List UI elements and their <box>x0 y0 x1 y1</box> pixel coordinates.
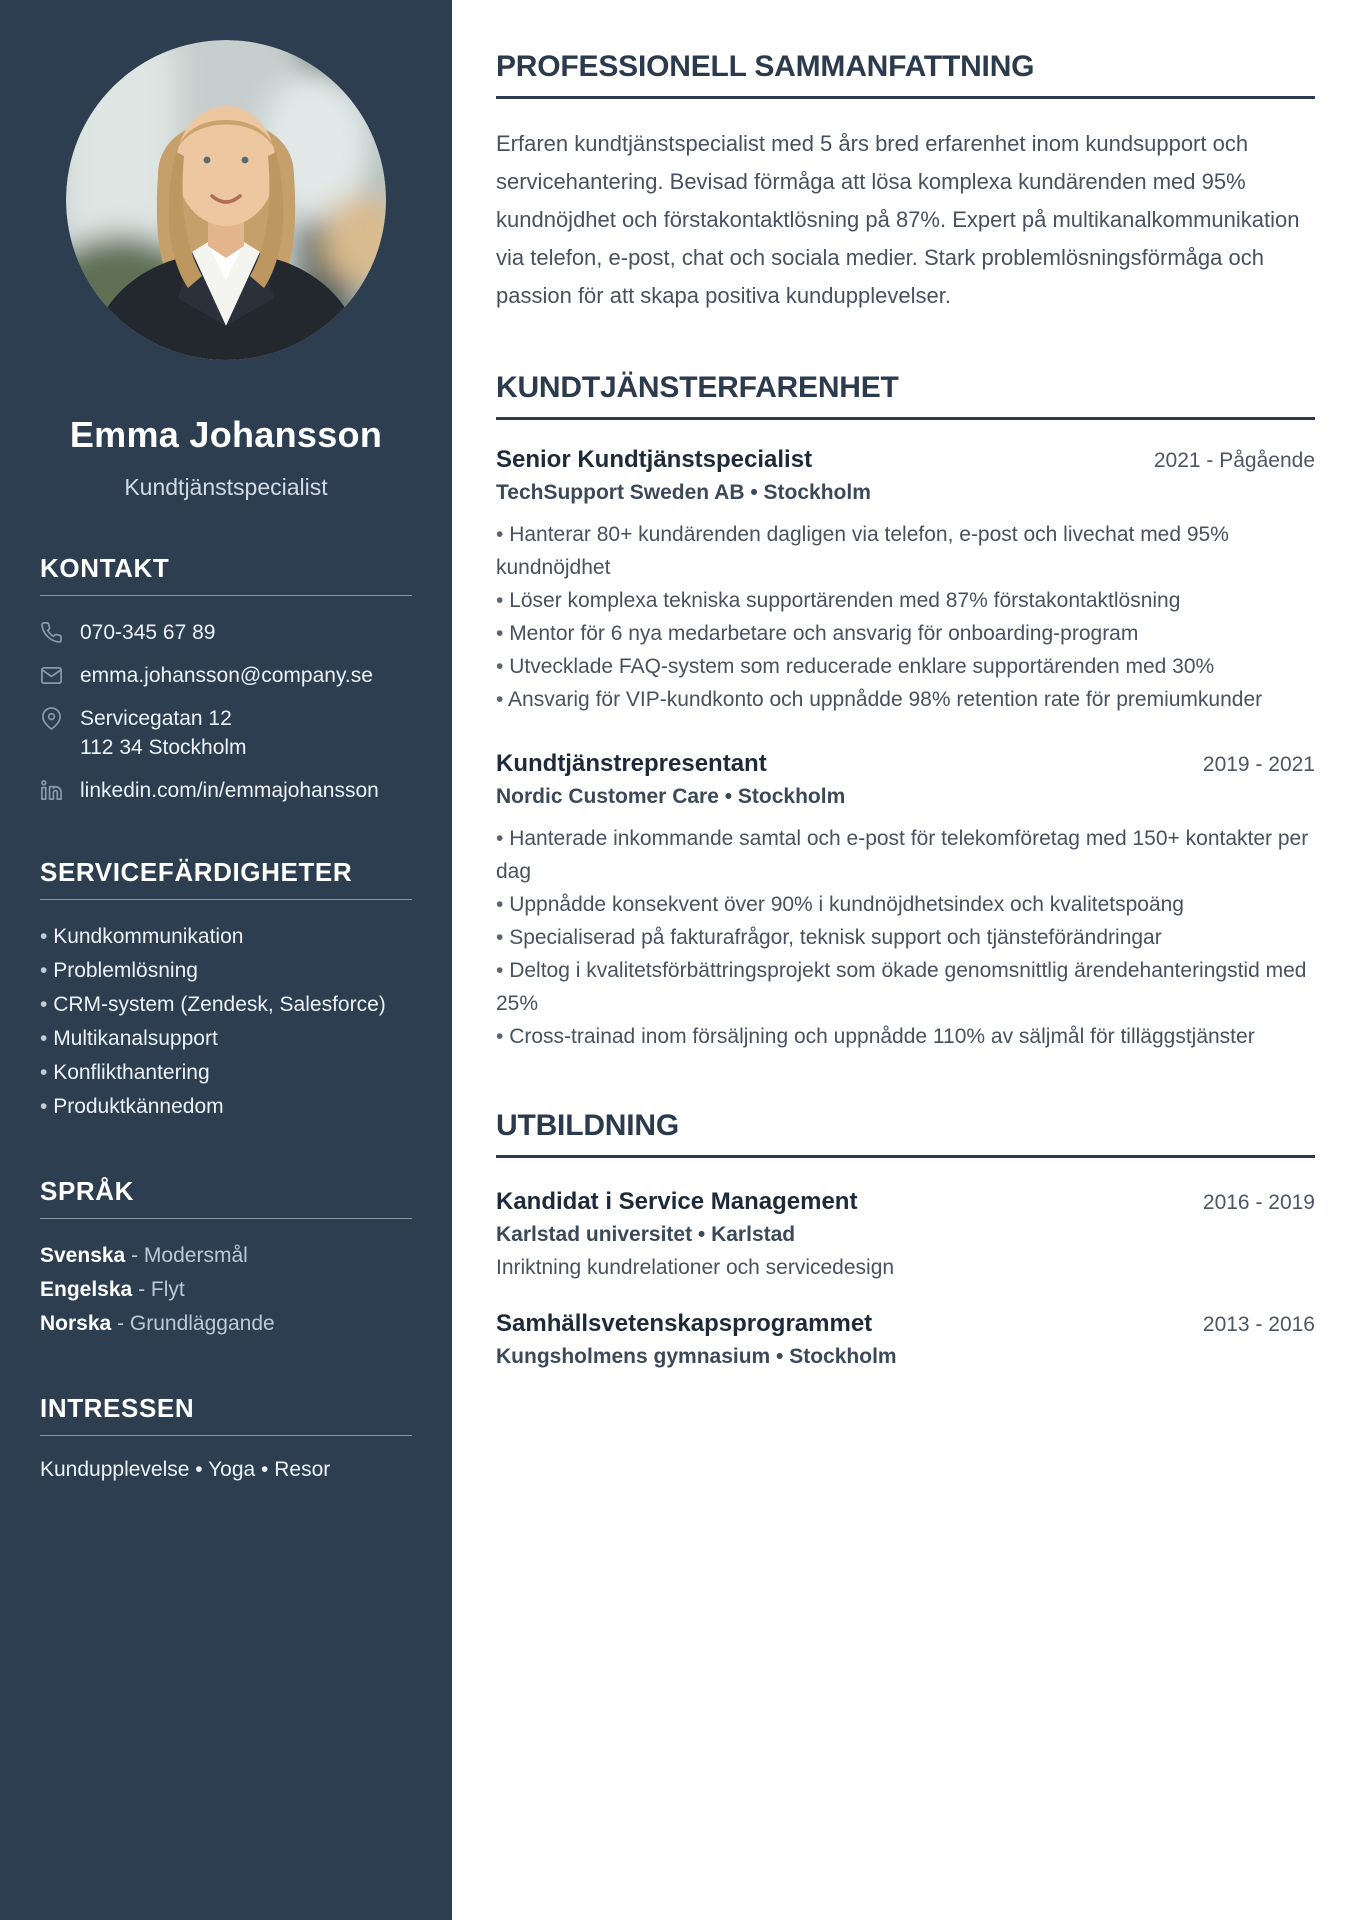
location-pin-icon <box>40 707 63 730</box>
skills-list <box>40 920 412 1124</box>
language-row <box>40 1239 412 1273</box>
education-entry <box>496 1310 1315 1369</box>
languages-section <box>40 1176 412 1341</box>
contact-address <box>40 704 412 762</box>
job-bullet: • Specialiserad på fakturafrågor, teknisk support och tjänsteförändringar <box>496 921 1315 954</box>
main-content <box>452 0 1357 1409</box>
address-line1: Servicegatan 12 <box>80 707 232 730</box>
candidate-title: Kundtjänstspecialist <box>124 474 328 500</box>
interests-text: Kundupplevelse • Yoga • Resor <box>40 1458 331 1481</box>
job-bullet: • Ansvarig för VIP-kundkonto och uppnådde 98% retention rate för premiumkunder <box>496 683 1315 716</box>
language-separator: - <box>117 1312 125 1335</box>
interests-section <box>40 1393 412 1482</box>
education-section <box>496 1109 1315 1369</box>
education-note: Inriktning kundrelationer och servicedesign <box>496 1256 895 1279</box>
summary-heading: PROFESSIONELL SAMMANFATTNING <box>496 50 1315 99</box>
language-level: Modersmål <box>143 1244 248 1267</box>
skill-item: • Konflikthantering <box>40 1056 412 1090</box>
language-level: Flyt <box>150 1278 185 1301</box>
sidebar <box>0 0 452 1920</box>
experience-section <box>496 371 1315 1053</box>
language-row <box>40 1307 412 1341</box>
education-entry <box>496 1188 1315 1280</box>
education-title: Samhällsvetenskapsprogrammet <box>496 1310 873 1337</box>
job-bullet: • Hanterar 80+ kundärenden dagligen via telefon, e-post och livechat med 95% kundnöjdhet <box>496 518 1315 584</box>
skills-heading: SERVICEFÄRDIGHETER <box>40 857 412 900</box>
email-icon <box>40 664 63 687</box>
education-dates: 2013 - 2016 <box>1202 1313 1315 1336</box>
language-name: Engelska <box>40 1278 133 1301</box>
education-title: Kandidat i Service Management <box>496 1188 858 1215</box>
contact-heading: KONTAKT <box>40 553 412 596</box>
language-separator: - <box>131 1244 139 1267</box>
phone-icon <box>40 621 63 644</box>
job-entry <box>496 446 1315 716</box>
job-dates: 2021 - Pågående <box>1153 449 1315 472</box>
contact-phone <box>40 618 412 647</box>
interests-heading: INTRESSEN <box>40 1393 412 1436</box>
job-bullet: • Utvecklade FAQ-system som reducerade enklare supportärenden med 30% <box>496 650 1315 683</box>
experience-heading: KUNDTJÄNSTERFARENHET <box>496 371 1315 420</box>
education-dates: 2016 - 2019 <box>1202 1191 1315 1214</box>
skill-item: • Produktkännedom <box>40 1090 412 1124</box>
job-bullet: • Deltog i kvalitetsförbättringsprojekt som ökade genomsnittlig ärendehanteringstid med 25% <box>496 954 1315 1020</box>
summary-section <box>496 50 1315 315</box>
skill-item: • Multikanalsupport <box>40 1022 412 1056</box>
language-level: Grundläggande <box>129 1312 275 1335</box>
job-bullet: • Hanterade inkommande samtal och e-post för telekomföretag med 150+ kontakter per dag <box>496 822 1315 888</box>
education-heading: UTBILDNING <box>496 1109 1315 1158</box>
linkedin-value: linkedin.com/in/emmajohansson <box>80 779 379 802</box>
languages-heading: SPRÅK <box>40 1176 412 1219</box>
candidate-name: Emma Johansson <box>69 414 383 455</box>
education-school: Kungsholmens gymnasium • Stockholm <box>496 1345 897 1368</box>
education-school: Karlstad universitet • Karlstad <box>496 1223 796 1246</box>
skill-item: • Kundkommunikation <box>40 920 412 954</box>
language-separator: - <box>138 1278 146 1301</box>
summary-text: Erfaren kundtjänstspecialist med 5 års bred erfarenhet inom kundsupport och servicehantering. Bevisad förmåga att lösa komplexa kundärenden med 95% kundnöjdhet och förstakontaktlösning på 87%. Expert på multikanalkommunikation via telefon, e-post, chat och sociala medier. Stark problemlösningsförmåga och passion för att skapa positiva kundupplevelser. <box>496 131 1300 308</box>
skill-item: • CRM-system (Zendesk, Salesforce) <box>40 988 412 1022</box>
job-bullet: • Löser komplexa tekniska supportärenden med 87% förstakontaktlösning <box>496 584 1315 617</box>
job-dates: 2019 - 2021 <box>1202 753 1315 776</box>
job-company: Nordic Customer Care • Stockholm <box>496 785 846 808</box>
profile-photo <box>66 40 386 360</box>
skills-section <box>40 857 412 1124</box>
language-name: Svenska <box>40 1244 126 1267</box>
linkedin-icon <box>40 779 63 802</box>
email-value: emma.johansson@company.se <box>80 664 373 687</box>
job-entry <box>496 750 1315 1053</box>
language-name: Norska <box>40 1312 112 1335</box>
job-bullets <box>496 518 1315 716</box>
job-company: TechSupport Sweden AB • Stockholm <box>496 481 871 504</box>
address-value <box>80 704 247 762</box>
address-line2: 112 34 Stockholm <box>80 736 247 759</box>
job-title: Senior Kundtjänstspecialist <box>496 446 813 473</box>
contact-linkedin <box>40 776 412 805</box>
contact-email <box>40 661 412 690</box>
job-bullet: • Mentor för 6 nya medarbetare och ansvarig för onboarding-program <box>496 617 1315 650</box>
languages-list <box>40 1239 412 1341</box>
job-bullet: • Uppnådde konsekvent över 90% i kundnöjdhetsindex och kvalitetspoäng <box>496 888 1315 921</box>
job-bullet: • Cross-trainad inom försäljning och uppnådde 110% av säljmål för tilläggstjänster <box>496 1020 1315 1053</box>
skill-item: • Problemlösning <box>40 954 412 988</box>
job-bullets <box>496 822 1315 1053</box>
phone-value: 070-345 67 89 <box>80 621 216 644</box>
language-row <box>40 1273 412 1307</box>
contact-section <box>40 553 412 805</box>
job-title: Kundtjänstrepresentant <box>496 750 767 777</box>
